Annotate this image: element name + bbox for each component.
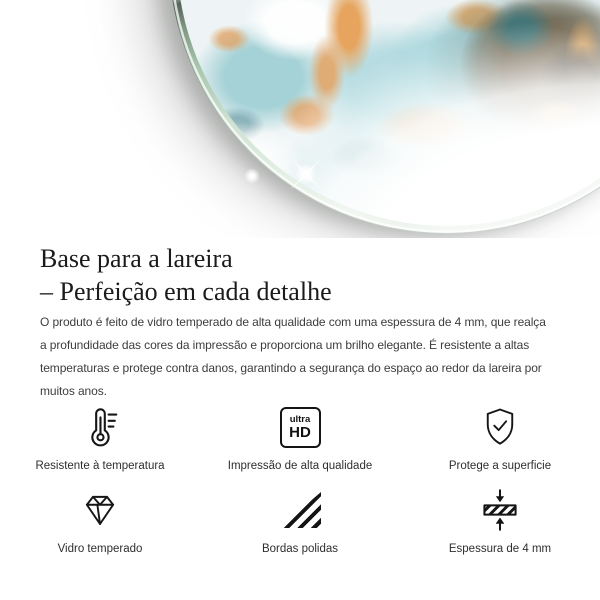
feature-label: Bordas polidas — [261, 543, 339, 555]
feature-print-quality — [200, 405, 400, 472]
glass-panel-image — [0, 0, 600, 238]
feature-label: Vidro temperado — [57, 543, 143, 555]
description-line: temperaturas e protege contra danos, garantindo a segurança do espaço ao redor da lareira por — [40, 361, 542, 375]
feature-polished-edges — [200, 488, 400, 555]
feature-surface-protection — [400, 405, 600, 472]
ultra-hd-icon — [280, 405, 321, 449]
feature-tempered-glass — [0, 488, 200, 555]
ultra-hd-icon-text-top: ultra — [289, 413, 311, 425]
page-title — [40, 242, 560, 308]
marble-artwork — [177, 0, 600, 226]
feature-grid — [0, 405, 600, 555]
ultra-hd-icon-text-bottom: HD — [289, 423, 311, 441]
description-line: O produto é feito de vidro temperado de alta qualidade com uma espessura de 4 mm, que realça — [40, 315, 546, 329]
artwork-white-fade — [177, 0, 600, 226]
thermometer-icon — [78, 405, 122, 449]
sparkle-highlight-icon — [243, 167, 261, 185]
description-line: muitos anos. — [40, 384, 107, 398]
thickness-icon — [478, 488, 522, 532]
shield-check-icon — [480, 405, 520, 449]
sparkle-highlight-icon — [284, 152, 328, 196]
page-title-line1: Base para a lareira — [40, 244, 233, 273]
description-line: a profundidade das cores da impressão e proporciona um brilho elegante. É resistente a altas — [40, 338, 530, 352]
feature-label: Resistente à temperatura — [35, 460, 165, 472]
diamond-icon — [79, 488, 121, 532]
feature-label: Protege a superficie — [448, 460, 552, 472]
feature-temperature — [0, 405, 200, 472]
glass-edge — [169, 0, 600, 234]
page-title-line2: – Perfeição em cada detalhe — [40, 277, 332, 306]
polished-edge-icon — [279, 488, 321, 532]
product-description-text — [40, 311, 560, 403]
feature-label: Impressão de alta qualidade — [227, 460, 373, 472]
feature-thickness — [400, 488, 600, 555]
feature-label: Espessura de 4 mm — [448, 543, 552, 555]
